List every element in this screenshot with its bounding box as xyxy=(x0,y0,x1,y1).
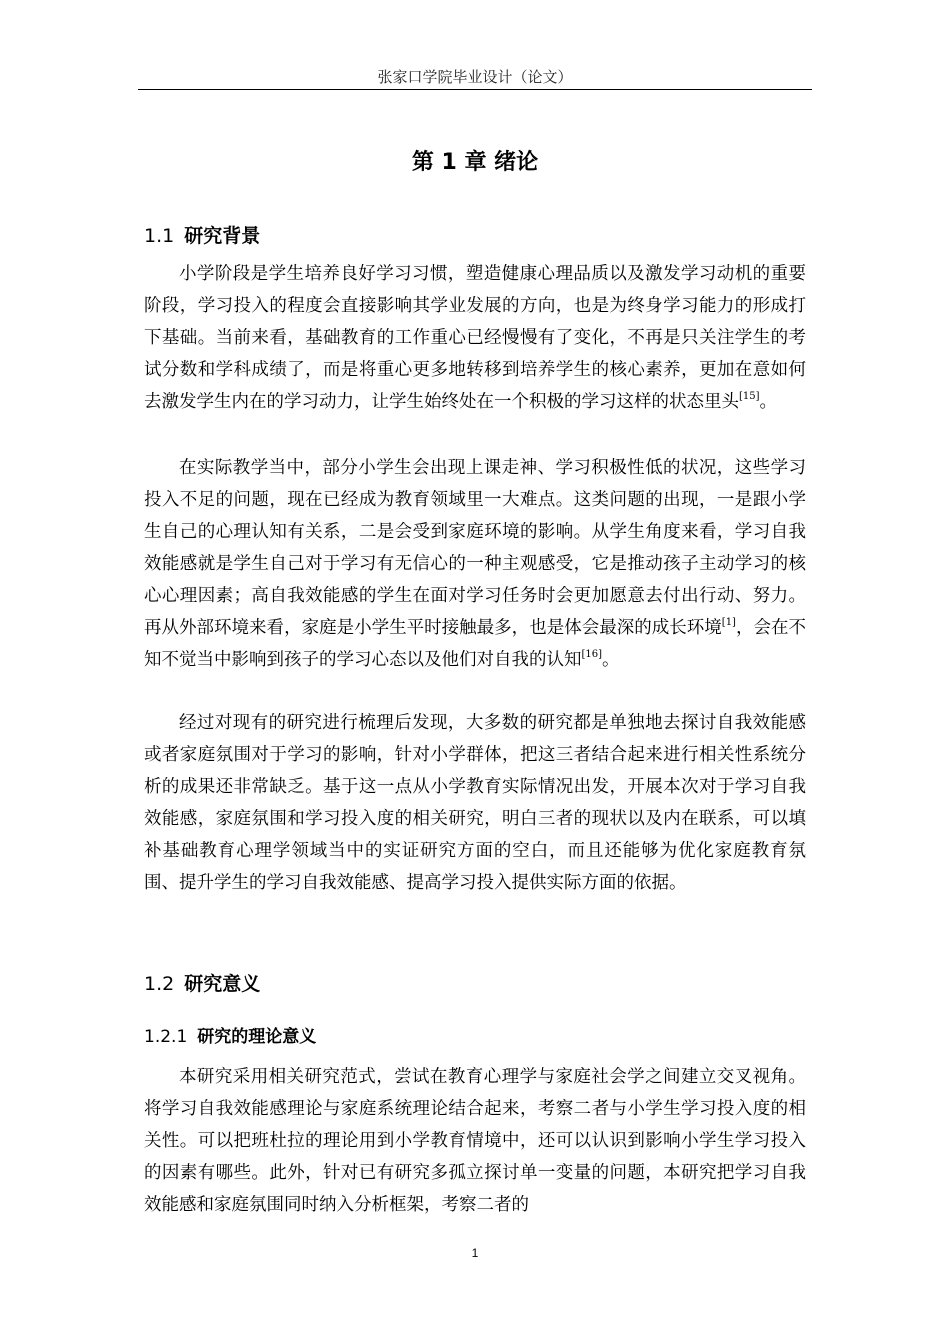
paragraph-text: 在实际教学当中，部分小学生会出现上课走神、学习积极性低的状况，这些学习投入不足的问题，现在已经成为教育领域里一大难点。这类问题的出现，一是跟小学生自己的心理认知有关系，二是会受到家庭环境的影响。从学生角度来看，学习自我效能感就是学生自己对于学习有无信心的一种主观感受，它是推动孩子主动学习的核心心理因素；高自我效能感的学生在面对学习任务时会更加愿意去付出行动、努力。再从外部环境来看，家庭是小学生平时接触最多，也是体会最深的成长环境 xyxy=(144,458,806,638)
paragraph-text: 小学阶段是学生培养良好学习习惯，塑造健康心理品质以及激发学习动机的重要阶段，学习投入的程度会直接影响其学业发展的方向，也是为终身学习能力的形成打下基础。当前来看，基础教育的工作重心已经慢慢有了变化，不再是只关注学生的考试分数和学科成绩了，而是将重心更多地转移到培养学生的核心素养，更加在意如何去激发学生内在的学习动力，让学生始终处在一个积极的学习这样的状态里头 xyxy=(144,264,806,412)
paragraph-end: 。 xyxy=(759,392,778,412)
running-header: 张家口学院毕业设计（论文） xyxy=(377,68,573,86)
page-number: 1 xyxy=(471,1246,479,1260)
citation: [1] xyxy=(721,617,736,628)
paragraph-background-1 xyxy=(144,258,806,418)
section-title-text: 研究背景 xyxy=(184,225,261,247)
citation: [15] xyxy=(739,391,760,402)
subsection-number: 1.2.1 xyxy=(144,1027,188,1047)
section-title-text: 研究意义 xyxy=(184,973,261,995)
paragraph-text: ，会在不知不觉当中影响到孩子的学习心态以及他们对自我的认知 xyxy=(144,618,807,670)
paragraph-background-2 xyxy=(144,452,806,676)
subsection-title-text: 研究的理论意义 xyxy=(197,1027,317,1047)
citation: [16] xyxy=(581,649,603,660)
section-heading-1-1 xyxy=(144,222,260,250)
section-number: 1.2 xyxy=(144,973,175,995)
paragraph-end: 。 xyxy=(602,650,620,670)
header-rule xyxy=(138,89,812,90)
paragraph-background-3: 经过对现有的研究进行梳理后发现，大多数的研究都是单独地去探讨自我效能感或者家庭氛围对于学习的影响，针对小学群体，把这三者结合起来进行相关性系统分析的成果还非常缺乏。基于这一点从小学教育实际情况出发，开展本次对于学习自我效能感，家庭氛围和学习投入度的相关研究，明白三者的现状以及内在联系，可以填补基础教育心理学领域当中的实证研究方面的空白，而且还能够为优化家庭教育氛围、提升学生的学习自我效能感、提高学习投入提供实际方面的依据。 xyxy=(144,713,806,893)
chapter-title: 第 1 章 绪论 xyxy=(411,150,539,175)
section-heading-1-2 xyxy=(144,970,260,998)
subsection-heading-1-2-1 xyxy=(144,1024,316,1050)
section-number: 1.1 xyxy=(144,225,175,247)
paragraph-theory-1: 本研究采用相关研究范式，尝试在教育心理学与家庭社会学之间建立交叉视角。将学习自我效能感理论与家庭系统理论结合起来，考察二者与小学生学习投入度的相关性。可以把班杜拉的理论用到小学教育情境中，还可以认识到影响小学生学习投入的因素有哪些。此外，针对已有研究多孤立探讨单一变量的问题，本研究把学习自我效能感和家庭氛围同时纳入分析框架，考察二者的 xyxy=(144,1067,806,1215)
